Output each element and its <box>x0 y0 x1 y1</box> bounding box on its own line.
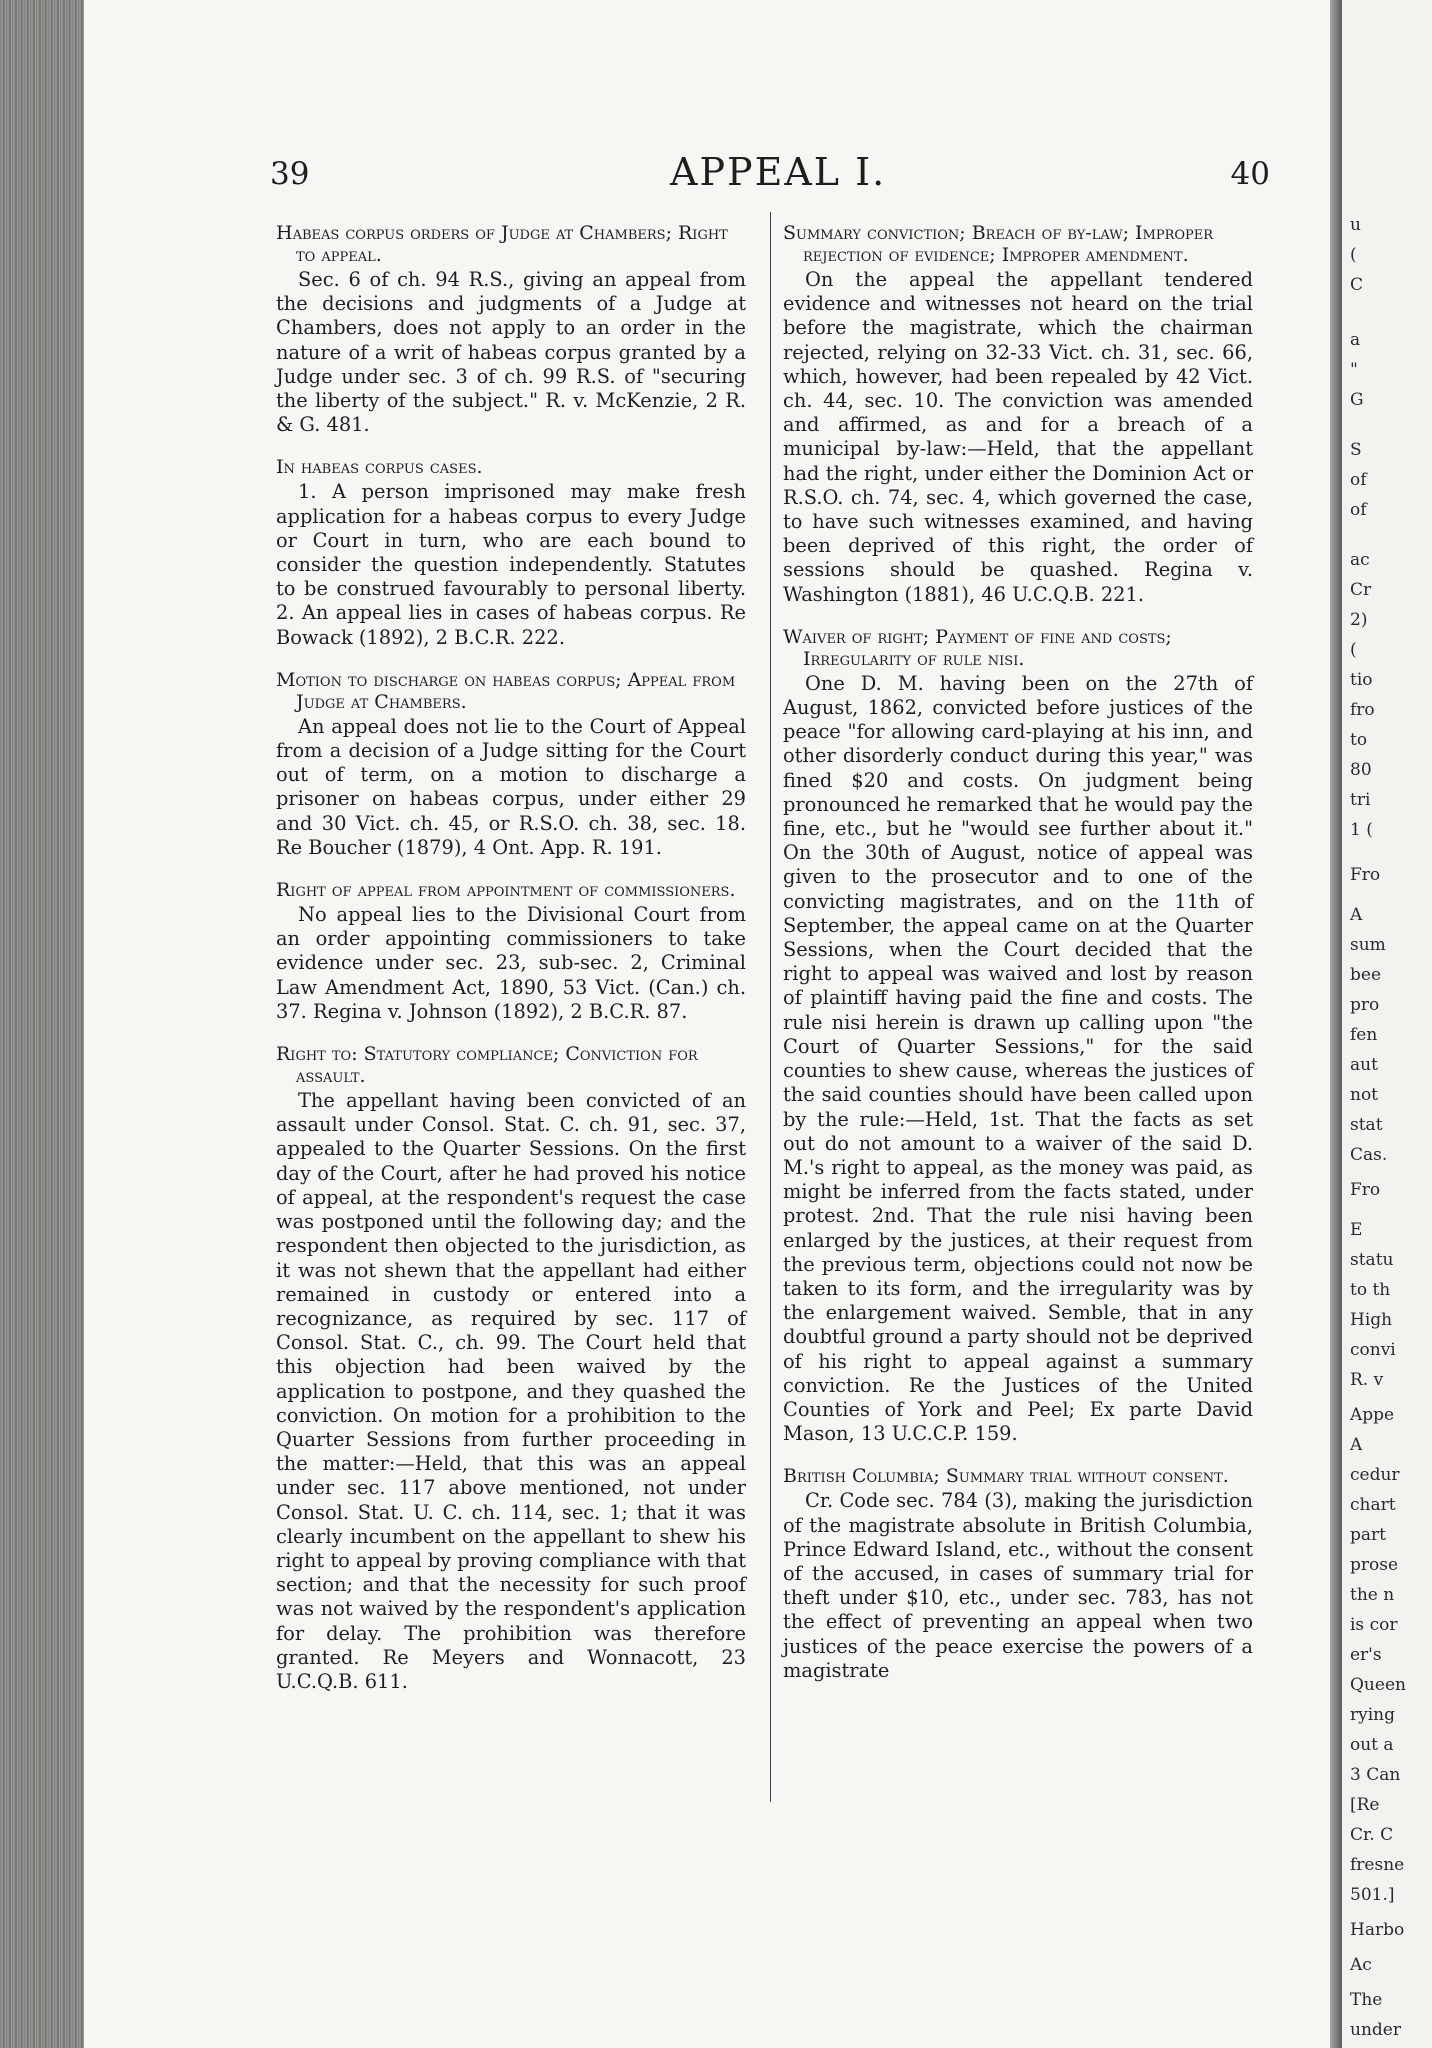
next-page-line: fro <box>1350 700 1375 720</box>
next-page-line: bee <box>1350 965 1382 985</box>
next-page-line: 80 <box>1350 760 1372 780</box>
next-page-line: ac <box>1350 550 1370 570</box>
next-page-line: 1 ( <box>1350 820 1373 840</box>
entry-body: An appeal does not lie to the Court of Appeal from a decision of a Judge sitting for the Court out of term, on a motion to discharge a prisoner on habeas corpus, under either 29 and 30 Vict. ch. 45, or R.S.O. ch. 38, sec. 18. Re Boucher (1879), 4 Ont. App. R. 191. <box>276 714 746 859</box>
page-number-left: 39 <box>270 156 310 192</box>
next-page-line: A <box>1350 1435 1363 1455</box>
next-page-line: " <box>1350 360 1358 380</box>
next-page-line: tio <box>1350 670 1373 690</box>
right-column <box>783 222 1253 1702</box>
gutter-shadow <box>1330 0 1342 2048</box>
next-page-line: the n <box>1350 1585 1395 1605</box>
entry <box>783 626 1253 1447</box>
next-page-line: High <box>1350 1310 1393 1330</box>
entry <box>276 222 746 437</box>
entry-heading: British Columbia; Summary trial without consent. <box>783 1465 1229 1488</box>
page-header <box>270 150 1270 194</box>
next-page-line: S <box>1350 440 1362 460</box>
entry-heading: Motion to discharge on habeas corpus; Appeal from Judge at Chambers. <box>276 668 736 713</box>
page-number-right: 40 <box>1230 156 1270 192</box>
entry-body: No appeal lies to the Divisional Court from an order appointing commissioners to take evidence under sec. 23, sub-sec. 2, Criminal Law Amendment Act, 1890, 53 Vict. (Can.) ch. 37. Regina v. Johnson (1892), 2 B.C.R. 87. <box>276 903 746 1023</box>
next-page-line: rying <box>1350 1705 1395 1725</box>
next-page-fragment <box>1342 0 1432 2048</box>
next-page-line: aut <box>1350 1055 1378 1075</box>
entry <box>276 879 746 1024</box>
entry <box>783 1465 1253 1683</box>
next-page-line: Fro <box>1350 1180 1381 1200</box>
next-page-line: tri <box>1350 790 1371 810</box>
next-page-line: 2) <box>1350 610 1368 630</box>
next-page-line: Queen <box>1350 1675 1406 1695</box>
next-page-line: R. v <box>1350 1370 1384 1390</box>
next-page-line: [Re <box>1350 1795 1380 1815</box>
next-page-line: prose <box>1350 1555 1399 1575</box>
next-page-line: er's <box>1350 1645 1382 1665</box>
entry <box>276 1043 746 1694</box>
next-page-line: chart <box>1350 1495 1396 1515</box>
next-page-line: cedur <box>1350 1465 1400 1485</box>
next-page-line: out a <box>1350 1735 1394 1755</box>
next-page-line: Cr. C <box>1350 1825 1394 1845</box>
next-page-line: of <box>1350 470 1367 490</box>
entry-heading: Right to: Statutory compliance; Conviction for assault. <box>276 1043 698 1088</box>
next-page-line: 501.] <box>1350 1885 1395 1905</box>
next-page-line: G <box>1350 390 1364 410</box>
next-page-line: Cas. <box>1350 1145 1388 1165</box>
entry-body: Cr. Code sec. 784 (3), making the jurisdiction of the magistrate absolute in British Columbia, Prince Edward Island, etc., without the consent of the accused, in cases of summary trial for theft under $10, etc., under sec. 783, has not the effect of preventing an appeal when two justices of the peace exercise the powers of a magistrate <box>783 1489 1253 1682</box>
left-column <box>276 222 746 1713</box>
next-page-line: of <box>1350 500 1367 520</box>
next-page-line: A <box>1350 905 1363 925</box>
book-page-edges <box>0 0 92 2048</box>
next-page-line: to th <box>1350 1280 1391 1300</box>
next-page-line: not <box>1350 1085 1379 1105</box>
next-page-line: part <box>1350 1525 1386 1545</box>
entry-body: 1. A person imprisoned may make fresh application for a habeas corpus to every Judge or Court in turn, who are each bound to consider the question independently. Statutes to be construed favourably to personal liberty. 2. An appeal lies in cases of habeas corpus. Re Bowack (1892), 2 B.C.R. 222. <box>276 480 746 649</box>
next-page-line: stat <box>1350 1115 1383 1135</box>
next-page-line: 3 Can <box>1350 1765 1401 1785</box>
entry-heading: Right of appeal from appointment of commissioners. <box>276 879 736 902</box>
next-page-line: Harbo <box>1350 1920 1405 1940</box>
next-page-line: ( <box>1350 640 1357 660</box>
next-page-line: Ac <box>1350 1955 1372 1975</box>
next-page-line: under <box>1350 2020 1401 2040</box>
next-page-line: convi <box>1350 1340 1396 1360</box>
next-page-line: sum <box>1350 935 1386 955</box>
next-page-line: to <box>1350 730 1368 750</box>
entry <box>783 222 1253 607</box>
column-divider <box>770 212 771 1802</box>
entry-heading: Summary conviction; Breach of by-law; Improper rejection of evidence; Improper amendment. <box>783 222 1214 266</box>
entry-body: One D. M. having been on the 27th of August, 1862, convicted before justices of the peace "for allowing card-playing at his inn, and other disorderly conduct during this year," was fined $20 and costs. On judgment being pronounced he remarked that he would pay the fine, etc., but he "would see further about it." On the 30th of August, notice of appeal was given to the prosecutor and to one of the convicting magistrates, and on the 11th of September, the appeal came on at the Quarter Sessions, when the Court decided that the right to appeal was waived and lost by reason of plaintiff having paid the fine and costs. The rule nisi herein is drawn up calling upon "the Court of Quarter Sessions," for the said counties to shew cause, whereas the justices of the said counties should have been called upon by the rule:—Held, 1st. That the facts as set out do not amount to a waiver of the said D. M.'s right to appeal, as the money was paid, as might be inferred from the facts stated, under protest. 2nd. That the rule nisi having been enlarged by the justices, at their request from the previous term, objections could not now be taken to its form, and the irregularity was by the enlargement waived. Semble, that in any doubtful ground a party should not be deprived of his right to appeal against a summary conviction. Re the Justices of the United Counties of York and Peel; Ex parte David Mason, 13 U.C.C.P. 159. <box>783 671 1253 1446</box>
entry-heading: In habeas corpus cases. <box>276 456 483 479</box>
next-page-line: fen <box>1350 1025 1378 1045</box>
next-page-line: C <box>1350 275 1364 295</box>
next-page-line: statu <box>1350 1250 1394 1270</box>
next-page-line: u <box>1350 215 1361 235</box>
entry <box>276 456 746 649</box>
entry-body: The appellant having been convicted of an assault under Consol. Stat. C. ch. 91, sec. 37, appealed to the Quarter Sessions. On the first day of the Court, after he had proved his notice of appeal, at the respondent's request the case was postponed until the following day; and the respondent then objected to the jurisdiction, as it was not shewn that the appellant had either remained in custody or entered into a recognizance, as required by sec. 117 of Consol. Stat. C., ch. 99. The Court held that this objection had been waived by the application to postpone, and they quashed the conviction. On motion for a prohibition to the Quarter Sessions from further proceeding in the matter:—Held, that this was an appeal under sec. 117 above mentioned, not under Consol. Stat. U. C. ch. 114, sec. 1; that it was clearly incumbent on the appellant to shew his right to appeal by proving compliance with that section; and that the necessity for such proof was not waived by the respondent's application for delay. The prohibition was therefore granted. Re Meyers and Wonnacott, 23 U.C.Q.B. 611. <box>276 1089 747 1693</box>
next-page-line: is cor <box>1350 1615 1398 1635</box>
next-page-line: ( <box>1350 245 1357 265</box>
next-page-line: Cr <box>1350 580 1372 600</box>
entry-body: On the appeal the appellant tendered evidence and witnesses not heard on the trial before the magistrate, which the chairman rejected, relying on 32-33 Vict. ch. 31, sec. 66, which, however, had been repealed by 42 Vict. ch. 44, sec. 10. The conviction was amended and affirmed, as and for a breach of a municipal by-law:—Held, that the appellant had the right, under either the Dominion Act or R.S.O. ch. 74, sec. 4, which governed the case, to have such witnesses examined, and having been deprived of this right, the order of sessions should be quashed. Regina v. Washington (1881), 46 U.C.Q.B. 221. <box>783 268 1253 606</box>
next-page-line: fresne <box>1350 1855 1405 1875</box>
page-title: APPEAL I. <box>670 150 887 194</box>
next-page-line: Appe <box>1350 1405 1395 1425</box>
next-page-line: Fro <box>1350 865 1381 885</box>
next-page-line: a <box>1350 330 1361 350</box>
next-page-line: E <box>1350 1220 1363 1240</box>
next-page-line: The <box>1350 1990 1383 2010</box>
entry-body: Sec. 6 of ch. 94 R.S., giving an appeal from the decisions and judgments of a Judge at Chambers, does not apply to an order in the nature of a writ of habeas corpus granted by a Judge under sec. 3 of ch. 99 R.S. of "securing the liberty of the subject." R. v. McKenzie, 2 R. & G. 481. <box>276 268 746 437</box>
entry <box>276 669 746 860</box>
entry-heading: Waiver of right; Payment of fine and costs; Irregularity of rule nisi. <box>783 625 1172 670</box>
next-page-line: pro <box>1350 995 1380 1015</box>
entry-heading: Habeas corpus orders of Judge at Chambers; Right to appeal. <box>276 222 728 266</box>
